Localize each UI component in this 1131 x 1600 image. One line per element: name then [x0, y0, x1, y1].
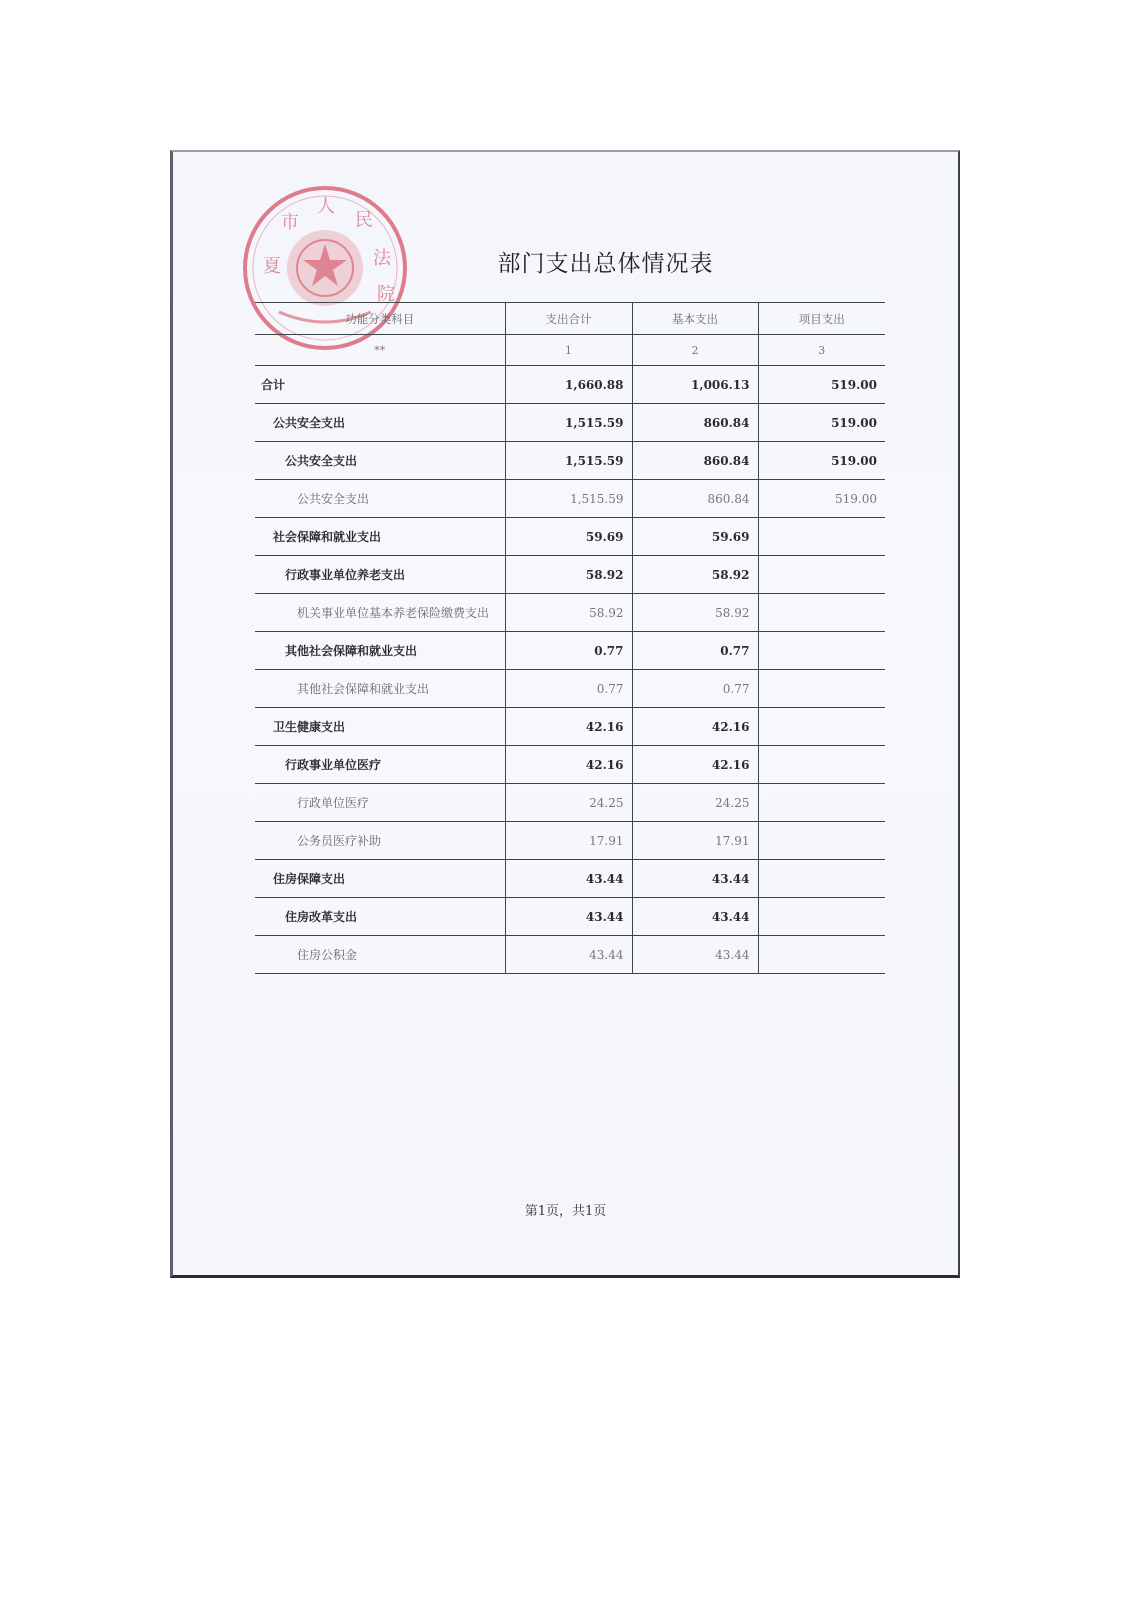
expenditure-table — [255, 302, 885, 974]
row-basic-cell: 58.92 — [632, 556, 758, 594]
header-category: 功能分类科目 — [255, 303, 505, 335]
row-total-cell: 58.92 — [505, 594, 632, 632]
page-footer: 第1页，共1页 — [524, 1204, 607, 1219]
row-project-cell — [758, 860, 885, 898]
table-row — [255, 860, 885, 898]
row-project-cell — [758, 936, 885, 974]
row-project-cell — [758, 556, 885, 594]
row-category-cell: 行政单位医疗 — [255, 784, 505, 822]
row-total-cell: 17.91 — [505, 822, 632, 860]
row-basic-cell: 59.69 — [632, 518, 758, 556]
header-total: 支出合计 — [505, 303, 632, 335]
table-row — [255, 708, 885, 746]
row-category-cell: 公共安全支出 — [255, 442, 505, 480]
row-project-cell — [758, 670, 885, 708]
row-total-cell: 1,515.59 — [505, 480, 632, 518]
row-basic-cell: 58.92 — [632, 594, 758, 632]
row-project-cell — [758, 708, 885, 746]
table-row — [255, 898, 885, 936]
row-basic-cell: 17.91 — [632, 822, 758, 860]
row-total-cell: 24.25 — [505, 784, 632, 822]
row-project-cell — [758, 632, 885, 670]
row-total-cell: 58.92 — [505, 556, 632, 594]
row-category-cell: 其他社会保障和就业支出 — [255, 632, 505, 670]
row-project-cell — [758, 594, 885, 632]
row-project-cell — [758, 898, 885, 936]
svg-text:院: 院 — [377, 284, 395, 305]
row-project-cell: 519.00 — [758, 480, 885, 518]
row-category-cell: 公共安全支出 — [255, 404, 505, 442]
row-basic-cell: 43.44 — [632, 898, 758, 936]
table-row — [255, 556, 885, 594]
row-project-cell: 519.00 — [758, 442, 885, 480]
row-project-cell: 519.00 — [758, 404, 885, 442]
row-category-cell: 住房保障支出 — [255, 860, 505, 898]
row-total-cell: 1,515.59 — [505, 404, 632, 442]
row-total-cell: 1,515.59 — [505, 442, 632, 480]
row-total-cell: 42.16 — [505, 708, 632, 746]
table-row — [255, 594, 885, 632]
header-project: 项目支出 — [758, 303, 885, 335]
table-row — [255, 784, 885, 822]
page-title: 部门支出总体情况表 — [497, 251, 714, 277]
row-category-cell: 机关事业单位基本养老保险缴费支出 — [255, 594, 505, 632]
row-category-cell: 其他社会保障和就业支出 — [255, 670, 505, 708]
row-total-cell: 0.77 — [505, 670, 632, 708]
row-basic-cell: 42.16 — [632, 746, 758, 784]
row-basic-cell: 0.77 — [632, 670, 758, 708]
row-category-cell: 社会保障和就业支出 — [255, 518, 505, 556]
row-category-cell: 卫生健康支出 — [255, 708, 505, 746]
row-basic-cell: 42.16 — [632, 708, 758, 746]
index-total: 1 — [505, 335, 632, 366]
row-category-cell: 合计 — [255, 366, 505, 404]
row-project-cell — [758, 822, 885, 860]
row-total-cell: 59.69 — [505, 518, 632, 556]
index-category: ** — [255, 335, 505, 366]
row-total-cell: 1,660.88 — [505, 366, 632, 404]
row-basic-cell: 860.84 — [632, 480, 758, 518]
row-total-cell: 0.77 — [505, 632, 632, 670]
svg-text:民: 民 — [355, 210, 373, 231]
row-project-cell — [758, 518, 885, 556]
svg-text:法: 法 — [373, 248, 391, 269]
row-basic-cell: 860.84 — [632, 404, 758, 442]
table-row — [255, 366, 885, 404]
row-project-cell — [758, 746, 885, 784]
row-total-cell: 43.44 — [505, 936, 632, 974]
row-basic-cell: 24.25 — [632, 784, 758, 822]
svg-text:人: 人 — [317, 196, 335, 217]
row-category-cell: 行政事业单位养老支出 — [255, 556, 505, 594]
row-project-cell — [758, 784, 885, 822]
row-total-cell: 43.44 — [505, 898, 632, 936]
table-index-row — [255, 335, 885, 366]
svg-text:夏: 夏 — [263, 256, 281, 277]
table-row — [255, 442, 885, 480]
table-row — [255, 670, 885, 708]
index-basic: 2 — [632, 335, 758, 366]
row-total-cell: 43.44 — [505, 860, 632, 898]
table-row — [255, 746, 885, 784]
table-row — [255, 822, 885, 860]
svg-text:市: 市 — [281, 212, 299, 233]
scanned-page — [170, 150, 960, 1278]
row-basic-cell: 43.44 — [632, 860, 758, 898]
table-row — [255, 632, 885, 670]
row-basic-cell: 43.44 — [632, 936, 758, 974]
table-header-row — [255, 303, 885, 335]
row-category-cell: 公共安全支出 — [255, 480, 505, 518]
table-row — [255, 480, 885, 518]
row-project-cell: 519.00 — [758, 366, 885, 404]
row-category-cell: 住房改革支出 — [255, 898, 505, 936]
row-basic-cell: 1,006.13 — [632, 366, 758, 404]
row-basic-cell: 0.77 — [632, 632, 758, 670]
row-category-cell: 住房公积金 — [255, 936, 505, 974]
header-basic: 基本支出 — [632, 303, 758, 335]
index-project: 3 — [758, 335, 885, 366]
row-category-cell: 公务员医疗补助 — [255, 822, 505, 860]
row-basic-cell: 860.84 — [632, 442, 758, 480]
row-total-cell: 42.16 — [505, 746, 632, 784]
row-category-cell: 行政事业单位医疗 — [255, 746, 505, 784]
table-row — [255, 404, 885, 442]
table-row — [255, 936, 885, 974]
table-row — [255, 518, 885, 556]
